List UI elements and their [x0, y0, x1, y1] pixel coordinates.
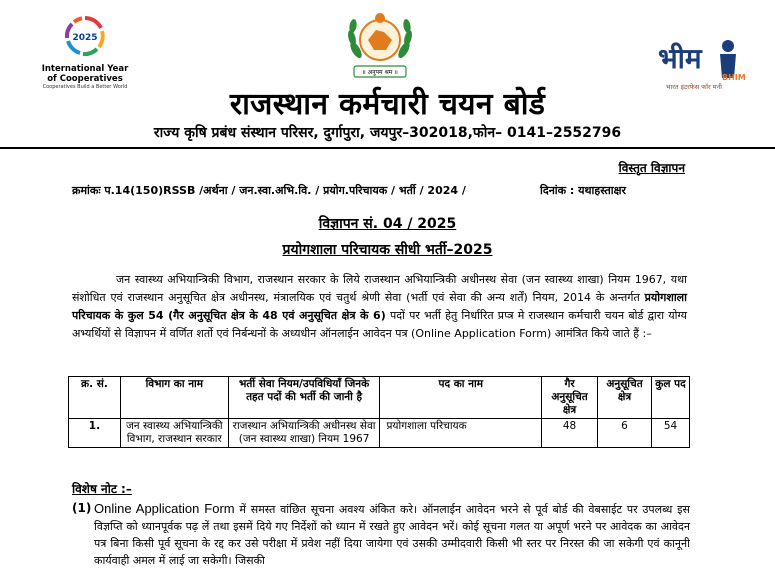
rssb-emblem-icon [340, 10, 420, 82]
intro-paragraph: जन स्वास्थ्य अभियान्त्रिकी विभाग, राजस्थान सरकार के लिये राजस्थान अभियान्त्रिकी अधीनस्थ सेवा (जन स्वास्थ्य शाखा) नियम 1967, यथा संशोधित एवं राजस्थान अनुसूचित क्षेत्र अधीनस्थ, मंत्रालयिक एवं चतुर्थ श्रेणी सेवा (भर्ती एवं सेवा की अन्य शर्तें) नियम, 2014 के अन्तर्गत प्रयोगशाला परिचायक के कुल 54 (गैर अनुसूचित क्षेत्र के 48 एवं अनुसूचित क्षेत्र के 6) पदों पर भर्ती हेतु निर्धारित प्रप्त्र मे राजस्थान कर्मचारी चयन बोर्ड द्वारा योग्य अभ्यर्थियों से विज्ञापन में वर्णित शर्तो एवं निर्बन्धनों के अध्यधीन ऑनलाईन आवेदन पत्र (Online Application Form) आमंत्रित किये जाते हैं :– [72, 273, 688, 340]
bhim-ambedkar-icon [656, 38, 756, 82]
iyc-ring-icon [63, 14, 107, 58]
svg-text:भीम: भीम [658, 42, 702, 75]
col-scheduled: अनुसूचित क्षेत्र [598, 377, 652, 419]
special-note-heading: विशेष नोट :– [72, 482, 132, 496]
col-post-name: पद का नाम [380, 377, 542, 419]
iyc-tagline: Cooperatives Build a Better World [42, 84, 128, 90]
board-address: राज्य कृषि प्रबंध संस्थान परिसर, दुर्गापुरा, जयपुर–302018,फोन– 0141–2552796 [153, 125, 622, 141]
cell-non-scheduled: 48 [542, 419, 598, 448]
online-form-term: Online Application Form [94, 501, 235, 516]
reference-number: क्रमांकः प.14(150)RSSB /अर्थना / जन.स्वा.अभि.वि. / प्रयोग.परिचायक / भर्ती / 2024 / [72, 184, 466, 197]
col-serial: क्र. सं. [69, 377, 121, 419]
board-title: राजस्थान कर्मचारी चयन बोर्ड [229, 87, 546, 122]
note-text: में समस्त वांछित सूचना अवश्य अंकित करे। ऑनलाईन आवेदन भरने से पूर्व बोर्ड की वेबसाईट पर उपलब्ध इस विज्ञप्ति को ध्यानपूर्वक पढ़ लें तथा इसमें दिये गए निर्देशों को ध्यान में रखते हुए आवेदन भरें। कोई सूचना गलत या अपूर्ण भरने पर आवेदक का आवेदन पत्र बिना किसी पूर्व सूचना के रद्द कर उसे परीक्षा में प्रवेश नहीं दिया जायेगा एवं उसकी उम्मीदवारी किसी भी स्तर पर निरस्त की जा सकेगी एवं कानूनी कार्यवाही अमल में लाई जा सकेगी। जिसकी [94, 503, 690, 567]
bhim-tagline: भारत इंटरफेस फॉर मनी [666, 83, 722, 91]
note-number: (1) [72, 501, 92, 515]
header-divider [0, 147, 775, 149]
svg-text:॥ अनुपम श्रम ॥: ॥ अनुपम श्रम ॥ [362, 69, 398, 76]
posts-summary: प्रयोगशाला परिचायक के कुल 54 (गैर अनुसूचित क्षेत्र के 48 एवं अनुसूचित क्षेत्र के 6) [72, 291, 687, 322]
cell-total: 54 [652, 419, 690, 448]
advertisement-type: विस्तृत विज्ञापन [618, 161, 685, 175]
col-department: विभाग का नाम [120, 377, 228, 419]
cell-department: जन स्वास्थ्य अभियान्त्रिकी विभाग, राजस्थान सरकार [120, 419, 228, 448]
posts-table [68, 376, 690, 448]
col-non-scheduled: गैर अनुसूचित क्षेत्र [542, 377, 598, 419]
iyc-title: International Year of Cooperatives [41, 64, 129, 84]
recruitment-heading: प्रयोगशाला परिचायक सीधी भर्ती–2025 [282, 242, 493, 258]
cell-post-name: प्रयोगशाला परिचायक [380, 419, 542, 448]
cell-rules: राजस्थान अभियान्त्रिकी अधीनस्थ सेवा (जन स्वास्थ्य शाखा) नियम 1967 [228, 419, 380, 448]
note-item-1 [72, 500, 690, 569]
notice-date: दिनांक : यथाहस्ताक्षर [540, 184, 627, 197]
svg-text:2025: 2025 [72, 33, 98, 43]
cell-scheduled: 6 [598, 419, 652, 448]
cell-serial: 1. [69, 419, 121, 448]
table-row [69, 419, 690, 448]
reference-line [72, 183, 627, 198]
col-rules: भर्ती सेवा नियम/उपविधियाँ जिनके तहत पदों की भर्ती की जानी है [228, 377, 380, 419]
col-total: कुल पद [652, 377, 690, 419]
table-header-row [69, 377, 690, 419]
advertisement-number: विज्ञापन सं. 04 / 2025 [318, 216, 457, 232]
svg-text:BHIM: BHIM [722, 73, 746, 82]
